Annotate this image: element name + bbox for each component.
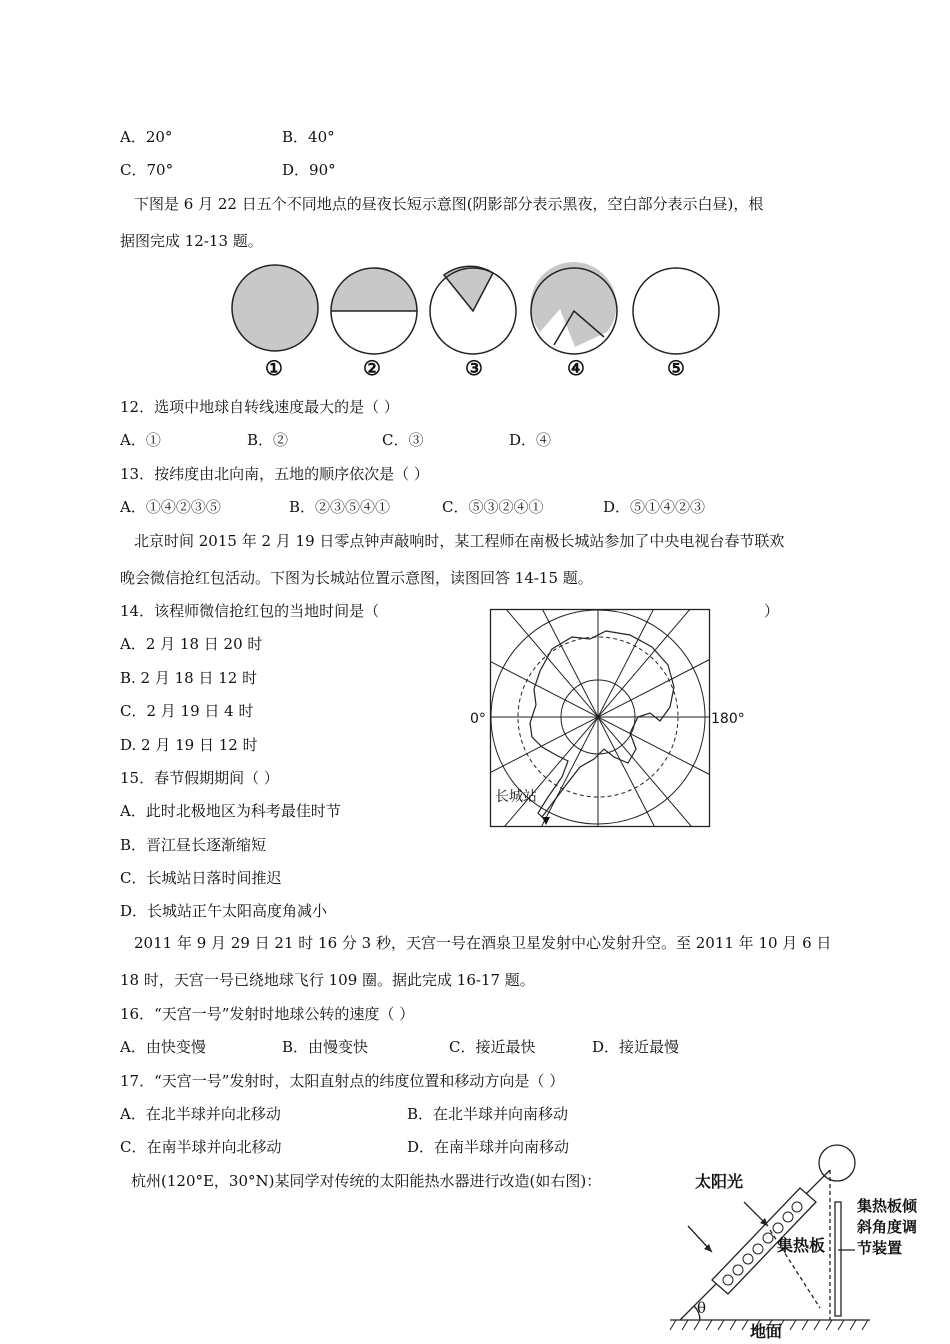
paragraph-intro-12-cont: 据图完成 12-13 题。 <box>120 232 263 250</box>
option-14c: C．2 月 19 日 4 时 <box>120 702 254 720</box>
panel-label: 集热板 <box>777 1236 826 1255</box>
option-14a: A．2 月 18 日 20 时 <box>120 635 263 653</box>
option-15d: D．长城站正午太阳高度角减小 <box>120 902 328 920</box>
option-13d: D．⑤①④②③ <box>603 498 706 516</box>
option-11a: A．20° <box>120 128 173 146</box>
circle-label-3: ③ <box>465 356 483 380</box>
option-14b: B. 2 月 18 日 12 时 <box>120 669 258 687</box>
option-11c: C．70° <box>120 161 174 179</box>
circle-label-1: ① <box>265 356 283 380</box>
paragraph-intro-18: 杭州(120°E，30°N)某同学对传统的太阳能热水器进行改造(如右图)： <box>131 1172 602 1190</box>
option-14d: D. 2 月 19 日 12 时 <box>120 736 258 754</box>
circle-4 <box>531 262 618 354</box>
paragraph-intro-16: 2011 年 9 月 29 日 21 时 16 分 3 秒，天宫一号在酒泉卫星发射中心发射升空。至 2011 年 10 月 6 日 <box>134 934 832 952</box>
question-12: 12．选项中地球自转线速度最大的是（ ） <box>120 398 399 416</box>
circle-1 <box>232 265 318 351</box>
station-label: 长城站 <box>495 789 537 805</box>
option-17d: D．在南半球并向南移动 <box>407 1138 570 1156</box>
circle-5 <box>633 268 719 354</box>
device-label-line1: 集热板倾 <box>857 1197 918 1215</box>
option-12b: B．② <box>247 431 289 449</box>
paragraph-intro-12: 下图是 6 月 22 日五个不同地点的昼夜长短示意图(阴影部分表示黑夜，空白部分表示白昼)，根 <box>134 195 764 213</box>
sunlight-label: 太阳光 <box>695 1172 744 1191</box>
option-15b: B．晋江昼长逐渐缩短 <box>120 836 267 854</box>
option-12a: A．① <box>120 431 161 449</box>
option-16c: C．接近最快 <box>449 1038 536 1056</box>
question-17: 17．“天宫一号”发射时，太阳直射点的纬度位置和移动方向是（ ） <box>120 1072 565 1090</box>
circle-3 <box>430 266 516 354</box>
device-label-line3: 节装置 <box>857 1239 903 1257</box>
option-16b: B．由慢变快 <box>282 1038 369 1056</box>
question-14: 14．该程师微信抢红包的当地时间是（ <box>120 602 380 620</box>
paragraph-intro-14-cont: 晚会微信抢红包活动。下图为长城站位置示意图，读图回答 14-15 题。 <box>120 569 593 587</box>
option-15a: A．此时北极地区为科考最佳时节 <box>120 802 341 820</box>
map-label-180: 180° <box>711 711 745 727</box>
option-12c: C．③ <box>382 431 424 449</box>
circle-label-5: ⑤ <box>667 356 685 380</box>
circle-label-4: ④ <box>567 356 585 380</box>
option-13a: A．①④②③⑤ <box>120 498 221 516</box>
option-16d: D．接近最慢 <box>592 1038 680 1056</box>
option-12d: D．④ <box>509 431 552 449</box>
option-15c: C．长城站日落时间推迟 <box>120 869 282 887</box>
option-13b: B．②③⑤④① <box>289 498 391 516</box>
paragraph-intro-16-cont: 18 时，天宫一号已绕地球飞行 109 圈。据此完成 16-17 题。 <box>120 971 535 989</box>
question-15: 15．春节假期期间（ ） <box>120 769 279 787</box>
paragraph-intro-14: 北京时间 2015 年 2 月 19 日零点钟声敲响时，某工程师在南极长城站参加了中央电视台春节联欢 <box>134 532 785 550</box>
option-17b: B．在北半球并向南移动 <box>407 1105 569 1123</box>
option-17c: C．在南半球并向北移动 <box>120 1138 282 1156</box>
option-17a: A．在北半球并向北移动 <box>120 1105 281 1123</box>
circle-2 <box>331 268 417 354</box>
question-16: 16．“天宫一号”发射时地球公转的速度（ ） <box>120 1005 415 1023</box>
question-14-close: ） <box>764 602 780 620</box>
map-label-0: 0° <box>470 711 486 727</box>
ground-label: 地面 <box>750 1322 783 1341</box>
question-13: 13．按纬度由北向南，五地的顺序依次是（ ） <box>120 465 429 483</box>
option-16a: A．由快变慢 <box>120 1038 206 1056</box>
option-11d: D．90° <box>282 161 336 179</box>
option-13c: C．⑤③②④① <box>442 498 544 516</box>
angle-label: θ <box>697 1299 707 1317</box>
circle-label-2: ② <box>363 356 381 380</box>
device-label-line2: 斜角度调 <box>857 1218 918 1236</box>
option-11b: B．40° <box>282 128 335 146</box>
